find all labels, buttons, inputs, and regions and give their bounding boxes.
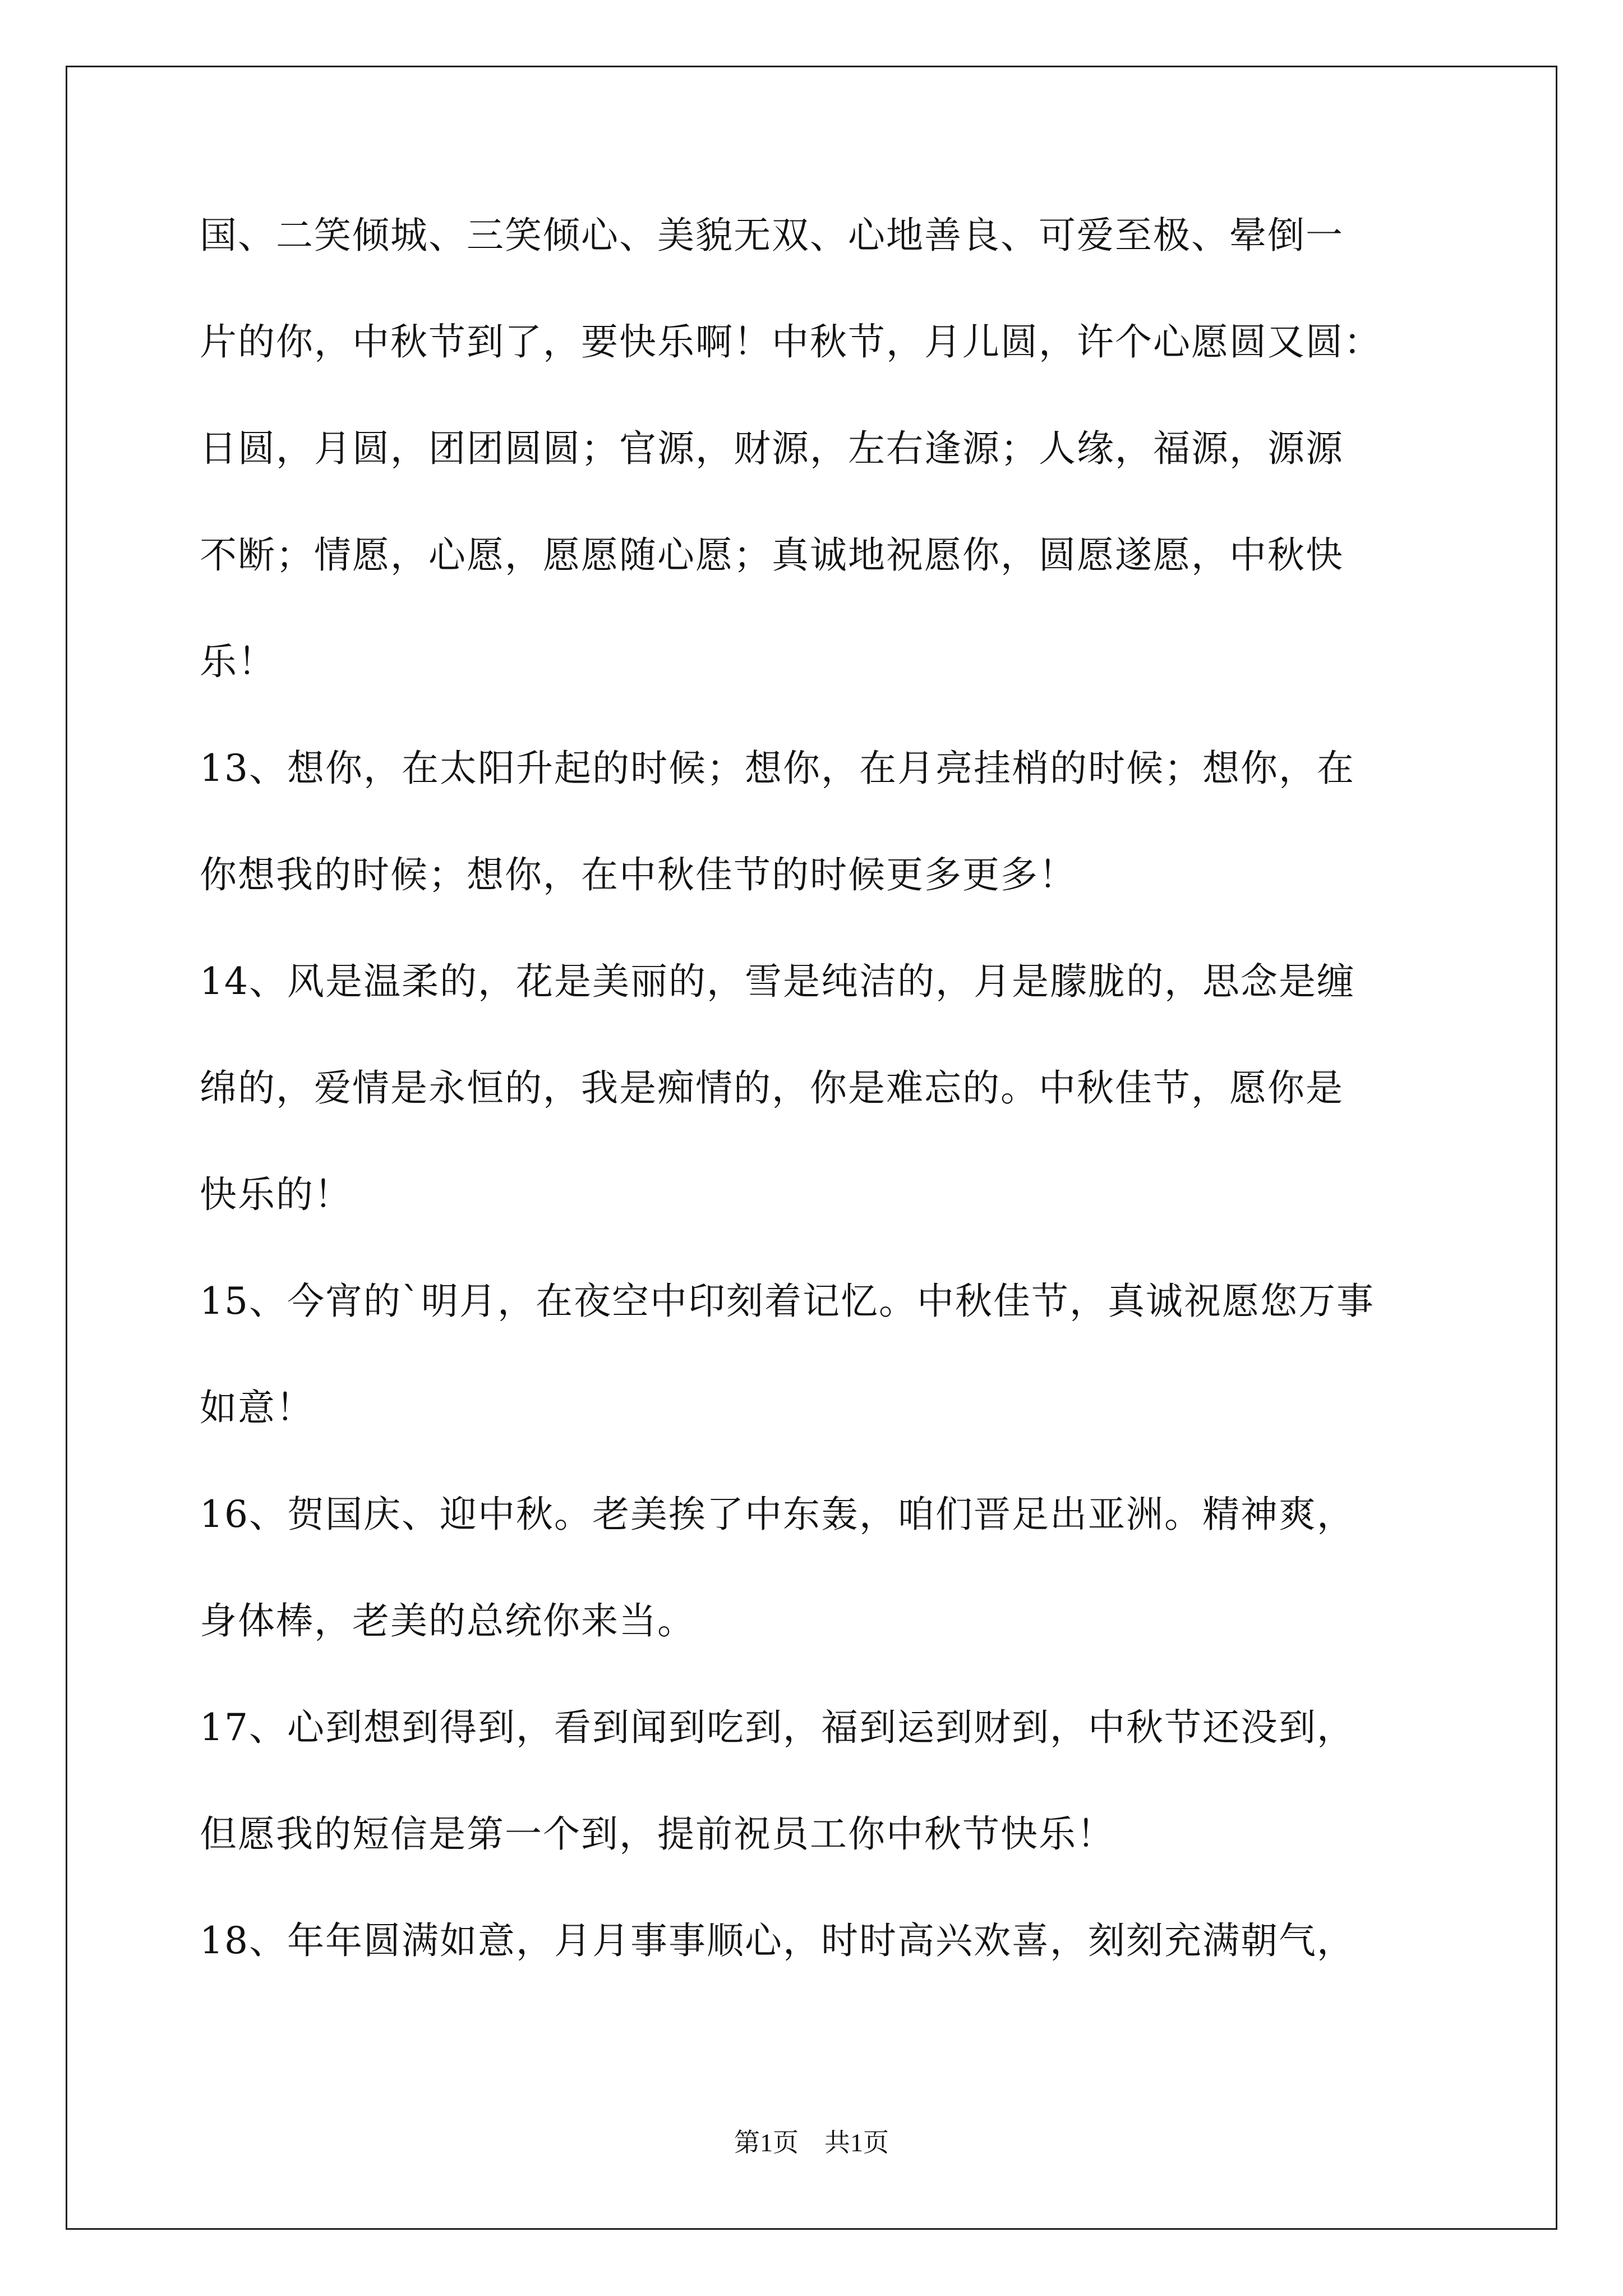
text-line: 但愿我的短信是第一个到，提前祝员工你中秋节快乐！ xyxy=(200,1812,1115,1856)
text-line: 不断；情愿，心愿，愿愿随心愿；真诚地祝愿你，圆愿遂愿，中秋快 xyxy=(200,533,1344,577)
text-line: 快乐的！ xyxy=(200,1173,352,1216)
text-line: 如意！ xyxy=(200,1386,314,1429)
page-border xyxy=(66,66,1557,2230)
text-line: 绵的，爱情是永恒的，我是痴情的，你是难忘的。中秋佳节，愿你是 xyxy=(200,1066,1344,1110)
text-line: 日圆，月圆，团团圆圆；官源，财源，左右逢源；人缘，福源，源源 xyxy=(200,427,1344,470)
page-footer: 第1页 共1页 xyxy=(734,2128,889,2157)
text-line: 国、二笑倾城、三笑倾心、美貌无双、心地善良、可爱至极、晕倒一 xyxy=(200,214,1344,257)
text-line: 13、想你，在太阳升起的时候；想你，在月亮挂梢的时候；想你，在 xyxy=(200,747,1355,790)
text-line: 片的你，中秋节到了，要快乐啊！中秋节，月儿圆，许个心愿圆又圆： xyxy=(200,320,1382,364)
text-line: 身体棒，老美的总统你来当。 xyxy=(200,1599,695,1642)
text-line: 14、风是温柔的，花是美丽的，雪是纯洁的，月是朦胧的，思念是缠 xyxy=(200,960,1355,1003)
text-line: 你想我的时候；想你，在中秋佳节的时候更多更多！ xyxy=(200,853,1077,896)
text-line: 16、贺国庆、迎中秋。老美挨了中东轰，咱们晋足出亚洲。精神爽， xyxy=(200,1493,1355,1536)
text-line: 乐！ xyxy=(200,640,276,683)
text-line: 17、心到想到得到，看到闻到吃到，福到运到财到，中秋节还没到， xyxy=(200,1706,1355,1749)
text-line: 18、年年圆满如意，月月事事顺心，时时高兴欢喜，刻刻充满朝气， xyxy=(200,1919,1355,1962)
text-line: 15、今宵的`明月，在夜空中印刻着记忆。中秋佳节，真诚祝愿您万事 xyxy=(200,1280,1375,1323)
